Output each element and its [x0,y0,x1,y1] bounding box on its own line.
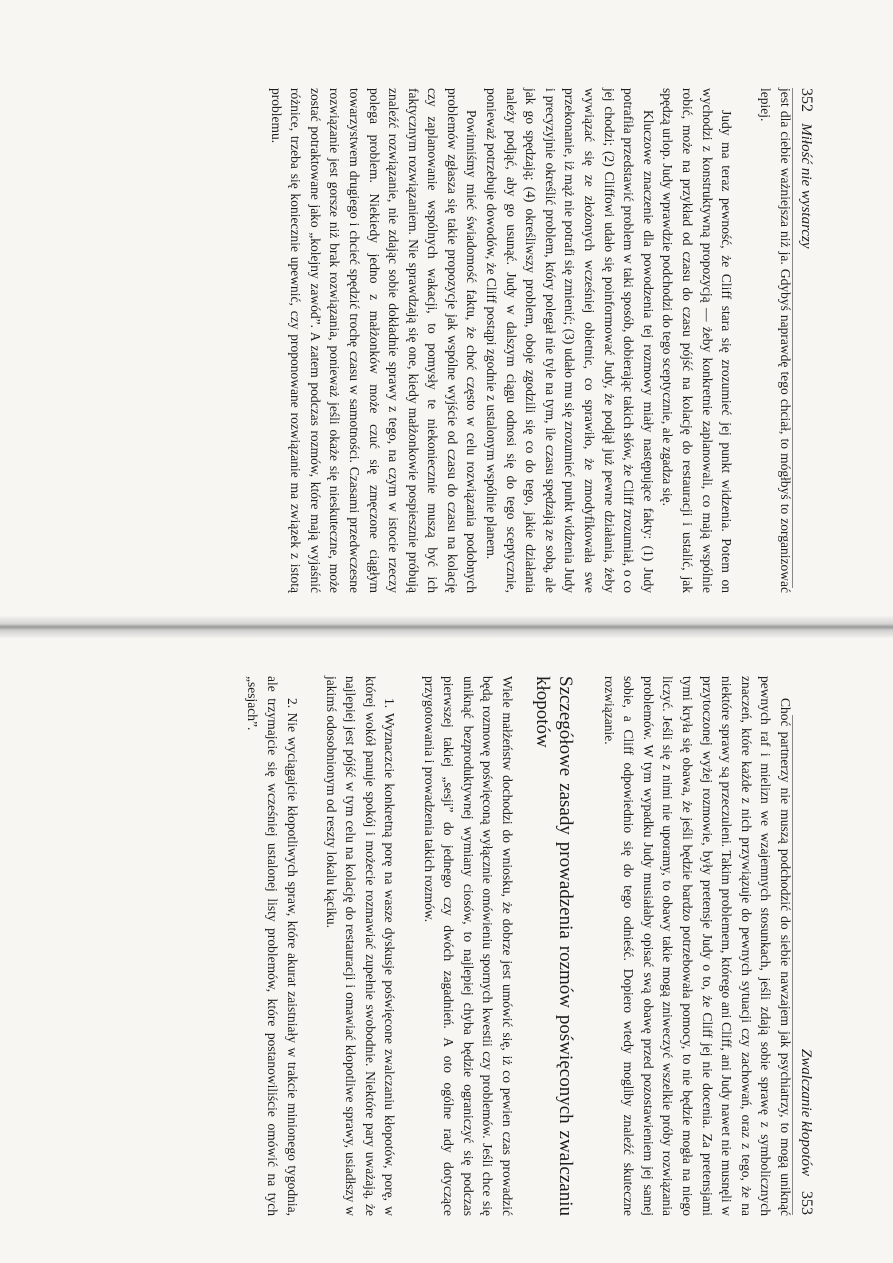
list-item: 2. Nie wyciągajcie kłopotliwych spraw, które akurat zaistniały w trakcie minionego tygodnia, ale trzymajcie się wcześniej ustalonej listy problemów, które postanowiliście omówić na tych „sesjach”. [245,676,300,1216]
left-page-number: 352 [798,88,815,112]
right-running-title: Zwalczanie kłopotów [798,1048,814,1176]
left-running-title: Miłość nie wystarczy [798,123,814,249]
paragraph: Kluczowe znaczenie dla powodzenia tej rozmowy miały następujące fakty: (1) Judy potrafiła przedstawić problem w taki sposób, dobierając takich słów, że Cliff zrozumiał, o co jej chodzi; (2) Cliffowi udało się poinformować Judy, że podjął już pewne działania, żeby wywiązać się ze złożonych wcześniej obietnic, co sprawiło, że zmodyfikowała swe przekonanie, iż mąż nie potrafi się zmienić; (3) udało mu się zrozumieć punkt widzenia Judy i precyzyjnie określić problem, który polegał nie tyle na tym, ile czasu spędzają ze sobą, ale jak go spędzają; (4) określiwszy problem, oboje zgodzili się co do tego, jakie działania należy podjąć, aby go usunąć. Judy w dalszym ciągu odnosi się do tego sceptycznie, ponieważ potrzebuje dowodów, że Cliff postąpi zgodnie z ustalonym wspólnie planem. [484,88,656,593]
right-page-text [243,676,795,1216]
left-page-header [797,88,815,249]
list-item: 1. Wyznaczcie konkretną porę na wasze dyskusje poświęcone zwalczaniu kłopotów, porę, w której wokół panuje spokój i możecie rozmawiać zupełnie swobodnie. Niektóre pary uważają, że najlepiej jest pójść w tym celu na kolację do restauracji i omawiać kłopotliwe sprawy, usiadłszy w jakimś odosobnionym od reszty lokalu kąciku. [323,676,398,1216]
left-page-text [266,88,795,593]
section-heading: Szczegółowe zasady prowadzenia rozmów poświęconych zwalczaniu kłopotów [532,676,577,1216]
paragraph: Choć partnerzy nie muszą podchodzić do siebie nawzajem jak psychiatrzy, to mogą uniknąć pewnych raf i mielizn we wzajemnych stosunkach, jeśli zdają sobie sprawę z symbolicznych znaczeń, które każde z nich przywiązuje do pewnych sytuacji czy zachowań, oraz z tego, że na niektóre sprawy są przeczuleni. Takim problemem, którego ani Cliff, ani Judy nawet nie musnęli w przytoczonej wyżej rozmowie, były pretensje Judy o to, że Cliff jej nie docenia. Za pretensjami tymi kryła się obawa, że jeśli będzie bardzo potrzebowała pomocy, to nie będzie mogła na niego liczyć. Jeśli się z nimi nie uporamy, to obawy takie mogą zniweczyć wszelkie próby rozwiązania problemów. W tym wypadku Judy musiałaby opisać swą obawę przed pozostawieniem jej samej sobie, a Cliff odpowiednio się do tego odnieść. Dopiero wtedy mogliby znaleźć skuteczne rozwiązanie. [601,676,793,1216]
right-page-number: 353 [798,1191,815,1215]
left-page [0,0,893,616]
paragraph: Wiele małżeństw dochodzi do wniosku, że dobrze jest umówić się, iż co pewien czas prowadzić będą rozmowę poświęconą wyłącznie omówieniu spornych kwestii czy problemów. Jeśli chce się uniknąć bezproduktywnej wymiany ciosów, to najlepiej chyba będzie ograniczyć się podczas pierwszej takiej „sesji” do jednego czy dwóch zagadnień. A oto ogólne rady dotyczące przygotowania i prowadzenia takich rozmów. [421,676,516,1216]
paragraph: Judy ma teraz pewność, że Cliff stara się zrozumieć jej punkt widzenia. Potem on wychodzi z konstruktywną propozycją — żeby konkretnie zaplanowali, co mają wspólnie robić, może na przykład od czasu do czasu pójść na kolację do restauracji i ustalić, jak spędzą urlop. Judy wprawdzie podchodzi do tego sceptycznie, ale zgadza się. [660,88,735,593]
right-page-header [797,1049,815,1215]
paragraph: jest dla ciebie ważniejsza niż ja. Gdybyś naprawdę tego chciał, to mógłbyś to zorganizować lepiej. [758,88,793,593]
right-page [0,638,893,1263]
book-gutter [0,616,893,638]
paragraph: Powinniśmy mieć świadomość faktu, że choć często w celu rozwiązania podobnych problemów zgłasza się takie propozycje jak wspólne wyjście od czasu do czasu na kolację czy zaplanowanie wspólnych wakacji, to pomysły te niekoniecznie muszą być ich faktycznym rozwiązaniem. Nie sprawdzają się one, kiedy małżonkowie pospiesznie próbują znaleźć rozwiązanie, nie zdając sobie dokładnie sprawy z tego, na czym w istocie rzeczy polega problem. Niekiedy jedno z małżonków może czuć się zmęczone ciągłym towarzystwem drugiego i chcieć spędzić trochę czasu w samotności. Czasami przedwczesne rozwiązanie jest gorsze niż brak rozwiązania, ponieważ jeśli okaże się nieskuteczne, może zostać potraktowane jako „kolejny zawód”. A zatem podczas rozmów, które mają wyjaśnić różnice, trzeba się koniecznie upewnić, czy proponowane rozwiązanie ma związek z istotą problemu. [268,88,480,593]
